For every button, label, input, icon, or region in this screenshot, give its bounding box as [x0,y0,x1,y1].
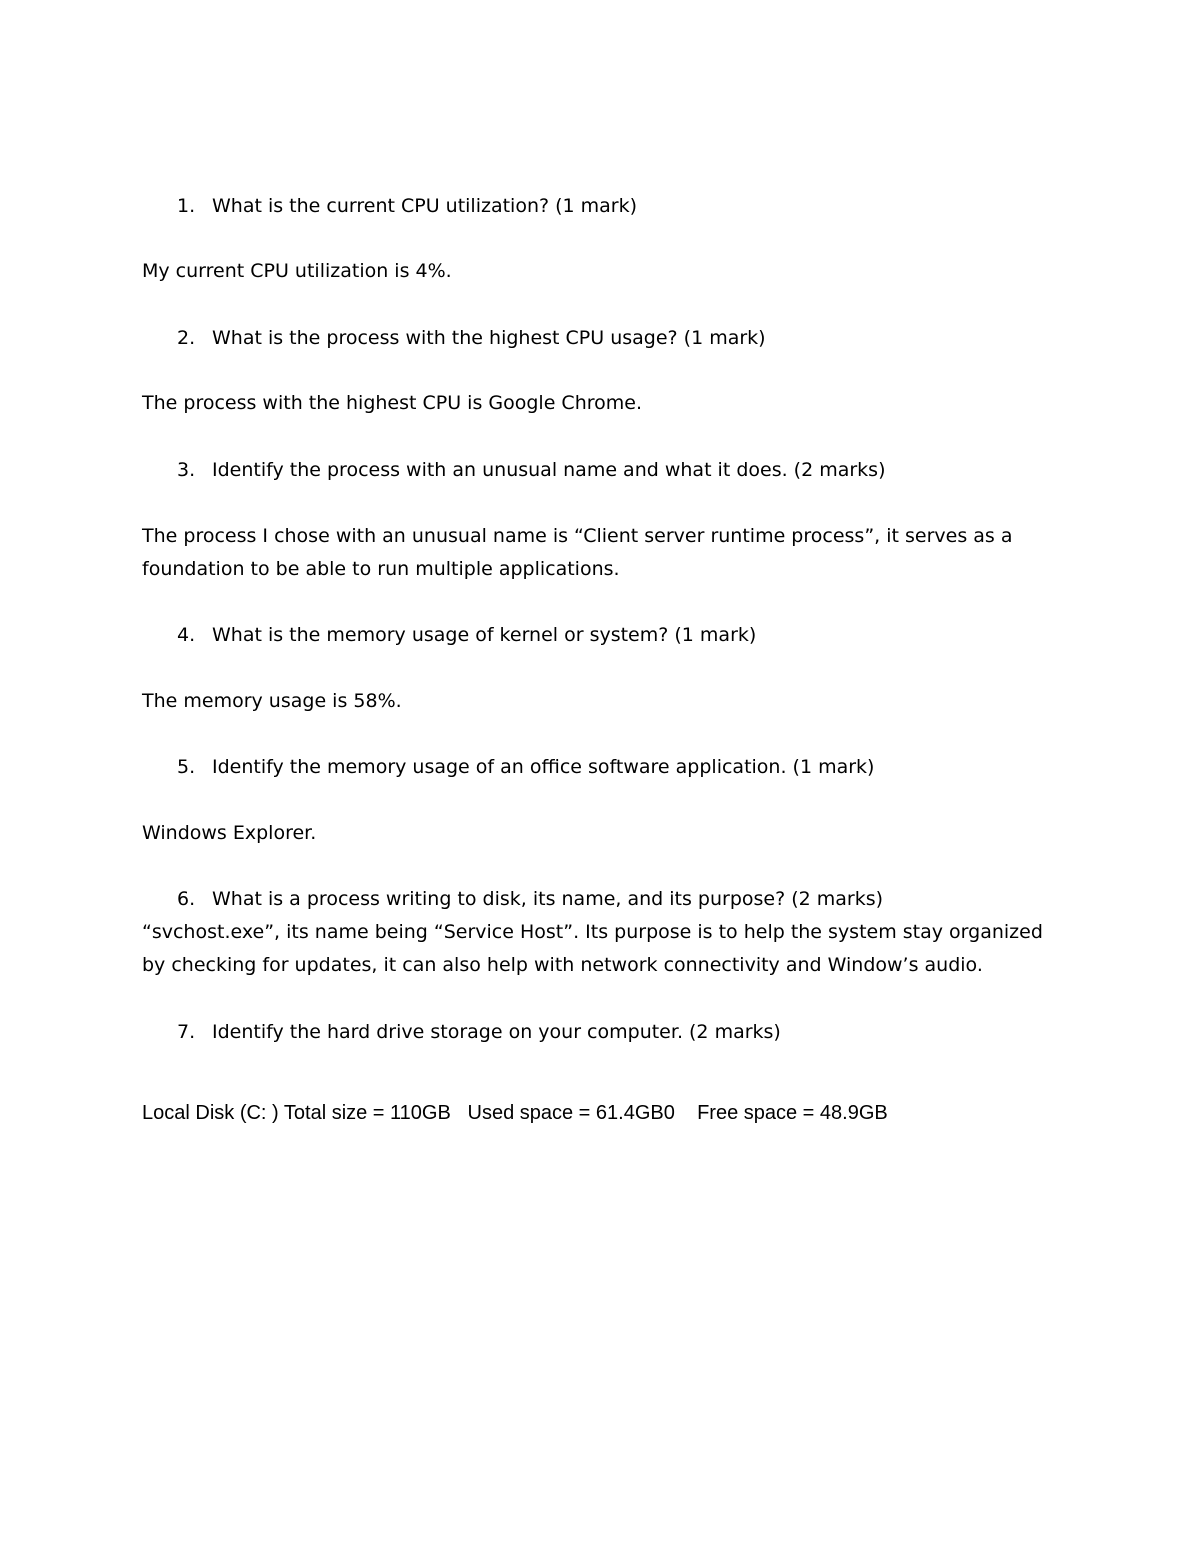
question-number: 1. [177,195,196,217]
question-4 [177,622,756,648]
question-6 [177,886,883,912]
question-number: 7. [177,1021,196,1043]
question-text: What is the memory usage of kernel or system? (1 mark) [212,624,757,646]
answer-6: “svchost.exe”, its name being “Service Host”. Its purpose is to help the system stay organized by checking for updates, it can also help with network connectivity and Window’s audio. [142,921,1043,976]
question-2 [177,325,766,351]
question-text: Identify the memory usage of an office software application. (1 mark) [212,756,875,778]
question-text: What is the process with the highest CPU usage? (1 mark) [212,327,766,349]
answer-3: The process I chose with an unusual name is “Client server runtime process”, it serves as a foundation to be able to run multiple applications. [142,525,1013,580]
question-number: 4. [177,624,196,646]
question-number: 2. [177,327,196,349]
answer-5: Windows Explorer. [142,822,317,844]
question-3 [177,457,886,483]
answer-4: The memory usage is 58%. [142,690,402,712]
question-5 [177,754,874,780]
question-text: What is the current CPU utilization? (1 mark) [212,195,638,217]
answer-7-disk-info: Local Disk (C: ) Total size = 110GB Used space = 61.4GB0 Free space = 48.9GB [142,1102,888,1124]
answer-2: The process with the highest CPU is Google Chrome. [142,392,642,414]
question-text: Identify the process with an unusual name and what it does. (2 marks) [212,459,886,481]
question-number: 3. [177,459,196,481]
question-number: 5. [177,756,196,778]
question-text: What is a process writing to disk, its name, and its purpose? (2 marks) [212,888,884,910]
question-7 [177,1019,781,1045]
answer-1: My current CPU utilization is 4%. [142,260,452,282]
question-1 [177,193,637,219]
question-number: 6. [177,888,196,910]
question-text: Identify the hard drive storage on your computer. (2 marks) [212,1021,781,1043]
